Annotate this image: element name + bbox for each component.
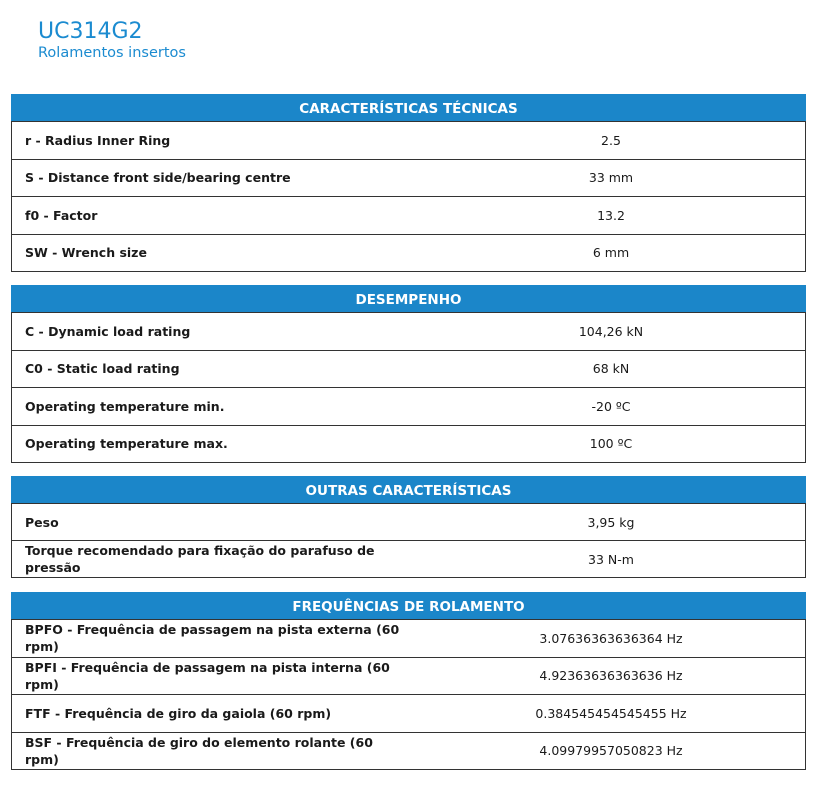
row-value: 104,26 kN [578,323,644,339]
spec-table [11,121,806,272]
section-title: FREQUÊNCIAS DE ROLAMENTO [11,592,806,619]
table-row [12,657,805,695]
table-row [12,234,805,272]
table-row [12,121,805,159]
row-label: r - Radius Inner Ring [25,132,171,148]
row-value: 33 N-m [588,551,634,567]
table-row [12,503,805,540]
row-label: Operating temperature min. [25,398,225,414]
row-value: 3,95 kg [587,514,635,530]
row-value: 33 mm [588,170,634,186]
section-title: CARACTERÍSTICAS TÉCNICAS [11,94,806,121]
row-value: 0.384545454545455 Hz [535,705,687,721]
bearing-frequencies-section [11,592,806,770]
row-label: Operating temperature max. [25,436,228,452]
row-value: 6 mm [592,245,630,261]
performance-section [11,285,806,463]
table-row [12,425,805,463]
spec-table [11,619,806,770]
table-row [12,312,805,350]
product-title: UC314G2 [38,19,143,44]
table-row [12,387,805,425]
table-row [12,619,805,657]
table-row [12,196,805,234]
row-label: FTF - Frequência de giro da gaiola (60 rpm) [25,705,332,721]
table-row [12,540,805,577]
table-row [12,694,805,732]
other-characteristics-section [11,476,806,578]
row-label: C - Dynamic load rating [25,323,191,339]
row-value: 2.5 [601,132,621,148]
row-value: 4.92363636363636 Hz [539,668,683,684]
section-title: OUTRAS CARACTERÍSTICAS [11,476,806,503]
row-label: f0 - Factor [25,207,98,223]
product-category: Rolamentos insertos [38,45,186,61]
row-value: 4.09979957050823 Hz [539,743,683,759]
row-label: BSF - Frequência de giro do elemento rolante (60 rpm) [25,734,373,767]
row-value: -20 ºC [591,398,631,414]
page-header [38,20,186,62]
table-row [12,350,805,388]
spec-table [11,312,806,463]
row-label: C0 - Static load rating [25,361,180,377]
row-label: S - Distance front side/bearing centre [25,170,291,186]
row-value: 100 ºC [589,436,633,452]
table-row [12,732,805,770]
row-label: SW - Wrench size [25,245,147,261]
row-value: 68 kN [592,361,630,377]
row-label: Peso [25,514,59,530]
table-row [12,159,805,197]
row-value: 13.2 [597,207,625,223]
row-label: Torque recomendado para fixação do parafuso de pressão [25,543,375,575]
technical-characteristics-section [11,94,806,272]
section-title: DESEMPENHO [11,285,806,312]
row-label: BPFO - Frequência de passagem na pista externa (60 rpm) [25,622,400,655]
spec-table [11,503,806,578]
row-value: 3.07636363636364 Hz [539,630,683,646]
row-label: BPFI - Frequência de passagem na pista interna (60 rpm) [25,659,390,692]
